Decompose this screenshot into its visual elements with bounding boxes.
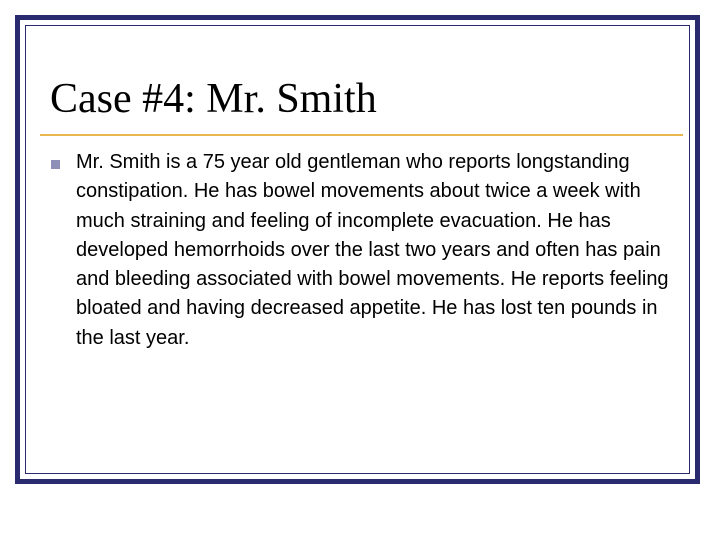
title-divider xyxy=(40,134,683,136)
square-bullet-icon xyxy=(51,160,60,169)
slide-title: Case #4: Mr. Smith xyxy=(50,76,377,122)
bullet-text: Mr. Smith is a 75 year old gentleman who reports longstanding constipation. He has bowel movements about twice a week with much straining and feeling of incomplete evacuation. He has developed hemorrhoids over the last two years and often has pain and bleeding associated with bowel movements. He reports feeling bloated and having decreased appetite. He has lost ten pounds in the last year. xyxy=(76,151,669,349)
